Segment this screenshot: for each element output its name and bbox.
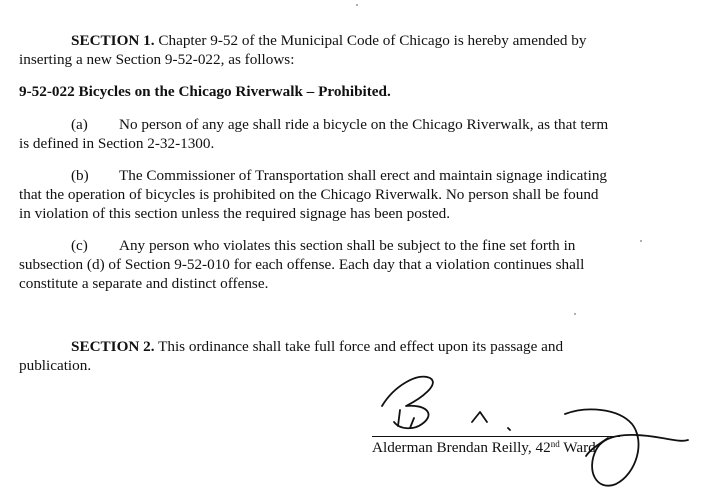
paragraph-c-line-1: Any person who violates this section shall be subject to the fine set forth in bbox=[119, 237, 576, 254]
paragraph-a-line-2: is defined in Section 2-32-1300. bbox=[19, 135, 215, 152]
handwritten-signature-icon bbox=[360, 360, 709, 500]
paragraph-b bbox=[19, 166, 691, 223]
paragraph-c bbox=[19, 236, 691, 293]
signatory-name bbox=[372, 438, 596, 457]
paragraph-b-label: (b) bbox=[71, 167, 89, 184]
section-1-text-line-1: Chapter 9-52 of the Municipal Code of Chicago is hereby amended by bbox=[158, 32, 587, 49]
paragraph-c-line-2: subsection (d) of Section 9-52-010 for each offense. Each day that a violation continues shall bbox=[19, 256, 585, 273]
scan-speck bbox=[356, 4, 358, 6]
section-2-label: SECTION 2. bbox=[71, 338, 155, 355]
signature-line bbox=[372, 436, 620, 437]
signature-block bbox=[360, 360, 709, 500]
section-heading: 9-52-022 Bicycles on the Chicago Riverwalk – Prohibited. bbox=[19, 83, 391, 100]
ward-ordinal: nd bbox=[550, 439, 560, 449]
section-1-paragraph bbox=[19, 31, 691, 69]
paragraph-b-line-1: The Commissioner of Transportation shall erect and maintain signage indicating bbox=[119, 167, 608, 184]
paragraph-b-line-3: in violation of this section unless the required signage has been posted. bbox=[19, 205, 451, 222]
paragraph-c-line-3: constitute a separate and distinct offense. bbox=[19, 275, 269, 292]
section-1-label: SECTION 1. bbox=[71, 32, 155, 49]
paragraph-a-label: (a) bbox=[71, 116, 88, 133]
paragraph-a bbox=[19, 115, 691, 153]
signatory-name-text: Alderman Brendan Reilly, 42 bbox=[372, 439, 551, 456]
scan-speck bbox=[640, 240, 642, 242]
paragraph-a-line-1: No person of any age shall ride a bicycle on the Chicago Riverwalk, as that term bbox=[119, 116, 609, 133]
paragraph-b-line-2: that the operation of bicycles is prohibited on the Chicago Riverwalk. No person shall be found bbox=[19, 186, 599, 203]
scan-speck bbox=[574, 313, 576, 315]
paragraph-c-label: (c) bbox=[71, 237, 88, 254]
section-2-text-line-1: This ordinance shall take full force and effect upon its passage and bbox=[158, 338, 564, 355]
ward-label: Ward bbox=[559, 439, 596, 456]
section-1-text-line-2: inserting a new Section 9-52-022, as follows: bbox=[19, 51, 295, 68]
section-2-text-line-2: publication. bbox=[19, 357, 92, 374]
